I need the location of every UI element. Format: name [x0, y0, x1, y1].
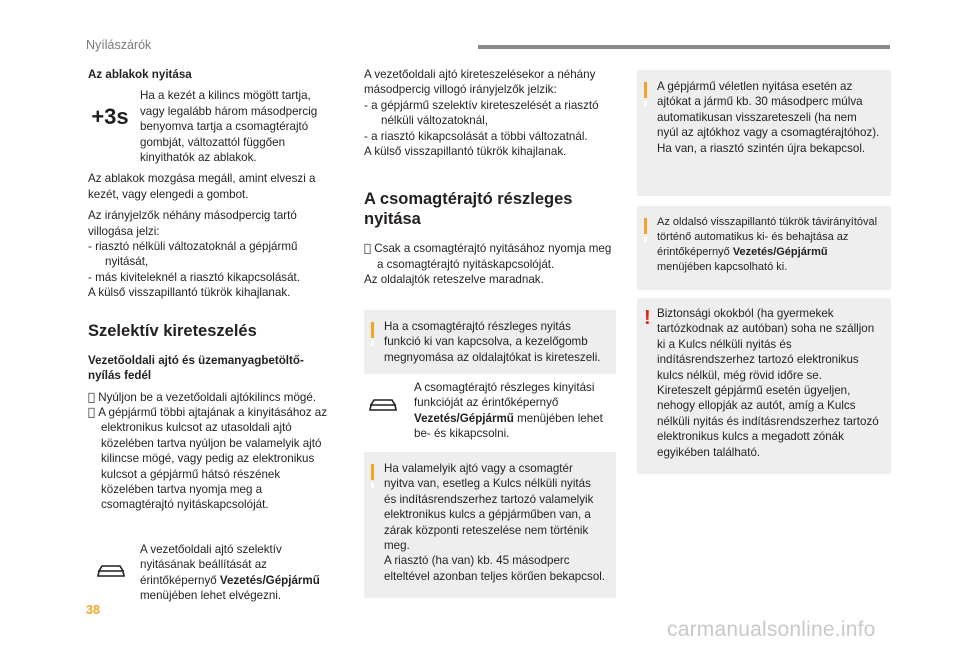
car-note-text: A vezetőoldali ajtó szelektív nyitásának beállítását az érintőképernyő Vezetés/Gépjármű menüjében lehet elvégezni.: [140, 543, 320, 603]
bullet-item-1: Nyúljon be a vezetőoldali ajtókilincs mögé.: [88, 390, 306, 404]
info-icon: [644, 218, 647, 234]
section-header-title: Nyílászárók: [86, 38, 152, 52]
sub-title-driver-door: Vezetőoldali ajtó és üzemanyagbetöltő-nyílás fedél: [88, 353, 304, 383]
side-doors-text: Az oldalajtók reteszelve maradnak.: [364, 273, 544, 287]
heading-windows: Az ablakok nyitása: [88, 68, 192, 81]
info-icon: [371, 322, 374, 338]
header-rule: [478, 45, 890, 49]
lock-item-1: - a gépjármű szelektív kireteszelését a riasztó nélküli változatoknál,: [364, 98, 599, 128]
blink-item-2: - más kiviteleknél a riasztó kikapcsolását.: [88, 270, 300, 284]
badge-text: +3s: [91, 104, 129, 130]
car-icon: [96, 542, 140, 584]
bullet-glyph-icon: [88, 405, 95, 419]
car-note-text-2: A csomagtérajtó részleges kinyitási funkcióját az érintőképernyő Vezetés/Gépjármű menüjében lehet be- és kikapcsolni.: [414, 381, 603, 441]
section-title-selective: Szelektív kireteszelés: [88, 321, 257, 340]
plus-3s-icon: [88, 88, 140, 142]
column-left: [88, 67, 330, 513]
car-note-middle: [364, 380, 616, 442]
car-note-left: [96, 542, 336, 604]
car-icon: [364, 380, 414, 418]
blink-item-1: - riasztó nélküli változatoknál a gépjármű nyitását,: [88, 240, 298, 269]
blink-intro: Az irányjelzők néhány másodpercig tartó villogása jelzi:: [88, 209, 297, 238]
info-note-lock-conditions: Ha valamelyik ajtó vagy a csomagtér nyitva van, esetleg a Kulcs nélküli nyitás és indításrendszerhez tartozó valamelyik elektronikus kulcs a gépjárműben van, a zárak központi reteszelése nem történik meg. A riasztó (ha van) kb. 45 másodperc elteltével azonban teljes körűen bekapcsol.: [364, 452, 616, 598]
windows-text: Ha a kezét a kilincs mögött tartja, vagy legalább három másodpercig benyomva tartja a csomagtérajtó gombját, változattól függően kinyithatók az ablakok.: [140, 89, 318, 165]
bullet-glyph-icon: [364, 241, 371, 255]
section-title-partial: A csomagtérajtó részleges nyitása: [364, 190, 573, 229]
warning-icon: !: [644, 307, 651, 329]
lock-intro: A vezetőoldali ajtó kireteszelésekor a néhány másodpercig villogó irányjelzők jelzik:: [364, 68, 596, 97]
bullet-glyph-icon: [88, 390, 95, 404]
bullet-item-2: A gépjármű többi ajtajának a kinyitásához az elektronikus kulcsot az utasoldali ajtó közelében tartva nyúljon be valamelyik ajtó kilincse mögé, vagy pedig az elektronikus kulcsot a gépjármű hátsó részének közelében tartva nyomja meg a csomagtérajtó nyitáskapcsolóját.: [88, 405, 322, 512]
info-note-partial-off: Ha a csomagtérajtó részleges nyitás funkció ki van kapcsolva, a kezelőgomb megnyomása az oldalajtókat is kireteszeli.: [364, 310, 616, 374]
mirror-text: A külső visszapillantó tükrök kihajlanak.: [88, 286, 291, 300]
stop-text: Az ablakok mozgása megáll, amint elveszi a kezét, vagy elengedi a gombot.: [88, 172, 316, 201]
windows-row: [88, 88, 330, 165]
mirror-text-2: A külső visszapillantó tükrök kihajlanak.: [364, 145, 567, 159]
warning-note: ! Biztonsági okokból (ha gyermekek tartózkodnak az autóban) soha ne szálljon ki a Kulcs nélküli nyitás és indításrendszerhez tartozó elektronikus kulcs nélkül, még rövid időre se. Kireteszelt gépjármű esetén ügyeljen, nehogy ellopják az autót, amíg a Kulcs nélküli nyitás és indításrendszerhez tartozó elektronikus kulcs a megadott zónák egyikében található.: [637, 298, 891, 474]
page-number: 38: [86, 603, 100, 617]
bullet-item-3: Csak a csomagtérajtó nyitásához nyomja meg a csomagtérajtó nyitáskapcsolóját.: [364, 242, 611, 271]
info-note-mirrors: Az oldalsó visszapillantó tükrök távirányítóval történő automatikus ki- és behajtása az érintőképernyő Vezetés/Gépjármű menüjében kapcsolható ki.: [637, 206, 891, 290]
info-icon: [644, 82, 647, 98]
watermark: carmanualsonline.info: [667, 618, 876, 641]
info-note-relock: A gépjármű véletlen nyitása esetén az ajtókat a jármű kb. 30 másodperc múlva automatikusan visszareteszeli (ha nem nyúl az ajtókhoz vagy a csomagtérajtóhoz). Ha van, a riasztó szintén újra bekapcsol.: [637, 70, 891, 196]
info-icon: [371, 464, 374, 480]
lock-item-2: - a riasztó kikapcsolását a többi változatnál.: [364, 129, 588, 143]
column-middle: [364, 67, 616, 288]
